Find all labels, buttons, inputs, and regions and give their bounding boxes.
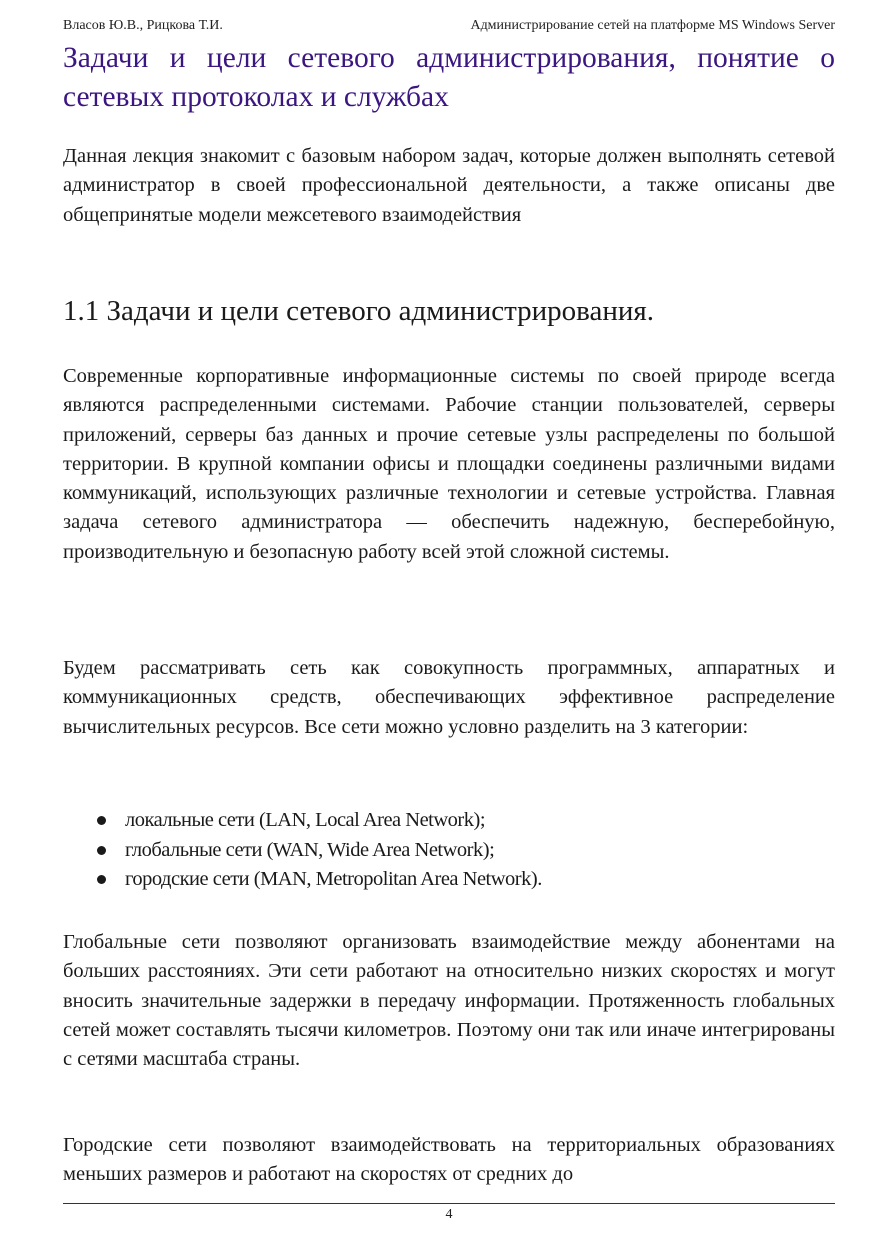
header-book-title: Администрирование сетей на платформе MS Windows Server	[470, 18, 835, 33]
list-item	[63, 836, 835, 866]
list-item-text: локальные сети (LAN, Local Area Network);	[125, 809, 486, 831]
body-paragraph: Городские сети позволяют взаимодействовать на территориальных образованиях меньших размеров и работают на скоростях от средних до	[63, 1134, 835, 1186]
bullet-dot-icon	[97, 846, 106, 855]
bullet-dot-icon	[97, 875, 106, 884]
list-item	[63, 865, 835, 895]
chapter-title: Задачи и цели сетевого администрирования, понятие о сетевых протоколах и службах	[63, 42, 835, 113]
document-page	[63, 0, 835, 1241]
body-paragraph: Глобальные сети позволяют организовать взаимодействие между абонентами на больших расстояниях. Эти сети работают на относительно низких скоростях и могут вносить значительные задержки в передачу информации. Протяженность глобальных сетей может составлять тысячи километров. Поэтому они так или иначе интегрированы с сетями масштаба страны.	[63, 931, 835, 1071]
list-item-text: городские сети (MAN, Metropolitan Area Network).	[125, 868, 542, 890]
page-number: 4	[445, 1207, 453, 1222]
list-item	[63, 806, 835, 836]
list-item-text: глобальные сети (WAN, Wide Area Network);	[125, 838, 495, 861]
bullet-dot-icon	[97, 816, 106, 825]
body-paragraph: Будем рассматривать сеть как совокупность программных, аппаратных и коммуникационных средств, обеспечивающих эффективное распределение вычислительных ресурсов. Все сети можно условно разделить на 3 категории:	[63, 657, 835, 738]
chapter-intro-paragraph: Данная лекция знакомит с базовым набором задач, которые должен выполнять сетевой администратор в своей профессиональной деятельности, а также описаны две общепринятые модели межсетевого взаимодействия	[63, 145, 835, 226]
body-paragraph: Современные корпоративные информационные системы по своей природе всегда являются распределенными системами. Рабочие станции пользователей, серверы приложений, серверы баз данных и прочие сетевые узлы распределены по большой территории. В крупной компании офисы и площадки соединены различными видами коммуникаций, использующих различные технологии и сетевые устройства. Главная задача сетевого администратора — обеспечить надежную, бесперебойную, производительную и безопасную работу всей этой сложной системы.	[63, 365, 835, 563]
header-authors: Власов Ю.В., Рицкова Т.И.	[63, 18, 223, 33]
section-title: 1.1 Задачи и цели сетевого администрирования.	[63, 295, 654, 327]
network-categories-list	[63, 806, 835, 895]
footer-divider	[63, 1203, 835, 1204]
